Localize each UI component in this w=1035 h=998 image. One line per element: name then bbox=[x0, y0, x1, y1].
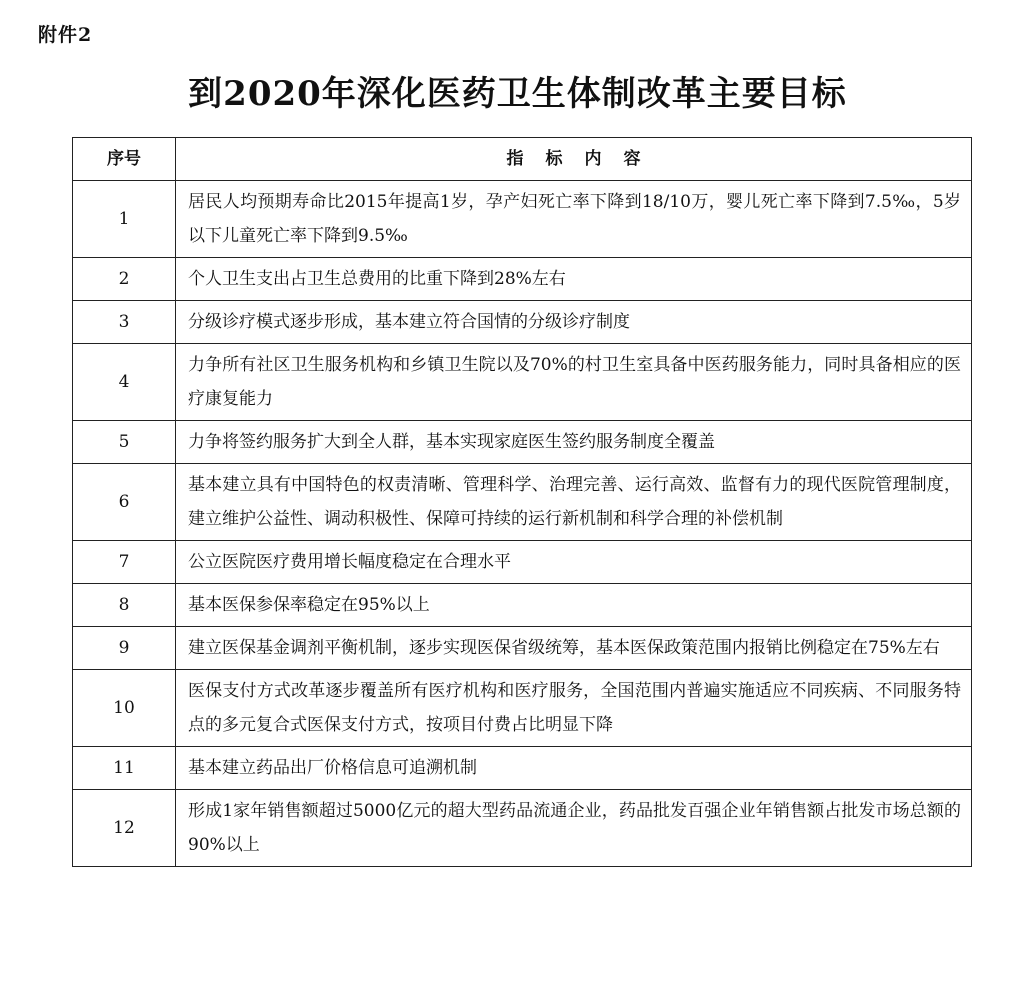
row-content: 力争将签约服务扩大到全人群，基本实现家庭医生签约服务制度全覆盖 bbox=[176, 421, 972, 464]
row-index: 10 bbox=[73, 670, 176, 747]
table-row bbox=[73, 181, 972, 258]
table-row bbox=[73, 344, 972, 421]
row-index: 11 bbox=[73, 747, 176, 790]
document-title: 到2020年深化医药卫生体制改革主要目标 bbox=[188, 74, 847, 114]
table-row bbox=[73, 258, 972, 301]
row-content: 分级诊疗模式逐步形成，基本建立符合国情的分级诊疗制度 bbox=[176, 301, 972, 344]
attachment-label: 附件2 bbox=[38, 24, 93, 46]
table-row bbox=[73, 747, 972, 790]
row-content: 医保支付方式改革逐步覆盖所有医疗机构和医疗服务，全国范围内普遍实施适应不同疾病、不同服务特点的多元复合式医保支付方式，按项目付费占比明显下降 bbox=[176, 670, 972, 747]
row-content: 建立医保基金调剂平衡机制，逐步实现医保省级统筹，基本医保政策范围内报销比例稳定在75%左右 bbox=[176, 627, 972, 670]
header-index: 序号 bbox=[73, 138, 176, 181]
table-row bbox=[73, 464, 972, 541]
table-row bbox=[73, 301, 972, 344]
table-row bbox=[73, 670, 972, 747]
table-body bbox=[73, 181, 972, 867]
row-index: 9 bbox=[73, 627, 176, 670]
row-index: 4 bbox=[73, 344, 176, 421]
row-content: 居民人均预期寿命比2015年提高1岁，孕产妇死亡率下降到18/10万，婴儿死亡率下降到7.5‰，5岁以下儿童死亡率下降到9.5‰ bbox=[176, 181, 972, 258]
row-content: 形成1家年销售额超过5000亿元的超大型药品流通企业，药品批发百强企业年销售额占批发市场总额的90%以上 bbox=[176, 790, 972, 867]
header-content: 指标内容 bbox=[176, 138, 972, 181]
row-index: 12 bbox=[73, 790, 176, 867]
row-index: 3 bbox=[73, 301, 176, 344]
goals-table bbox=[72, 137, 972, 867]
table-row bbox=[73, 790, 972, 867]
table-row bbox=[73, 421, 972, 464]
row-index: 1 bbox=[73, 181, 176, 258]
row-index: 2 bbox=[73, 258, 176, 301]
row-index: 8 bbox=[73, 584, 176, 627]
table-row bbox=[73, 584, 972, 627]
row-content: 基本建立具有中国特色的权责清晰、管理科学、治理完善、运行高效、监督有力的现代医院管理制度，建立维护公益性、调动积极性、保障可持续的运行新机制和科学合理的补偿机制 bbox=[176, 464, 972, 541]
table-row bbox=[73, 627, 972, 670]
table-header-row bbox=[73, 138, 972, 181]
row-index: 6 bbox=[73, 464, 176, 541]
row-index: 7 bbox=[73, 541, 176, 584]
row-index: 5 bbox=[73, 421, 176, 464]
row-content: 基本建立药品出厂价格信息可追溯机制 bbox=[176, 747, 972, 790]
row-content: 基本医保参保率稳定在95%以上 bbox=[176, 584, 972, 627]
table-row bbox=[73, 541, 972, 584]
row-content: 力争所有社区卫生服务机构和乡镇卫生院以及70%的村卫生室具备中医药服务能力，同时具备相应的医疗康复能力 bbox=[176, 344, 972, 421]
row-content: 公立医院医疗费用增长幅度稳定在合理水平 bbox=[176, 541, 972, 584]
row-content: 个人卫生支出占卫生总费用的比重下降到28%左右 bbox=[176, 258, 972, 301]
